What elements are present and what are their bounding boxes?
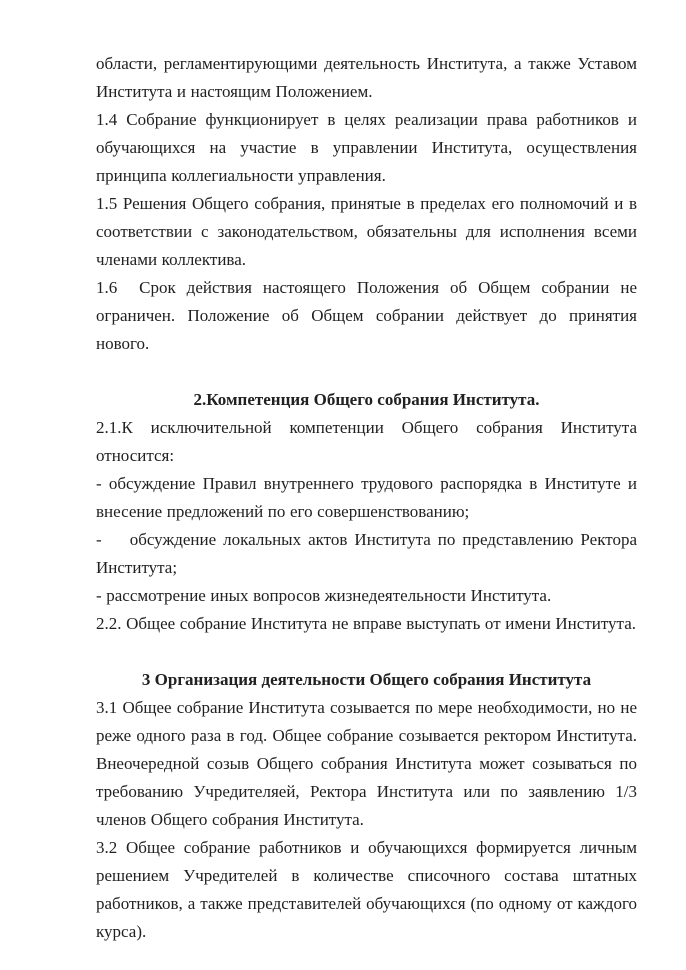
paragraph-continuation: области, регламентирующими деятельность Института, а также Уставом Института и настоящим Положением. bbox=[96, 54, 637, 101]
paragraph-1-6: 1.6 Срок действия настоящего Положения об Общем собрании не ограничен. Положение об Общем собрании действует до принятия нового. bbox=[96, 278, 637, 353]
section-heading-3: 3 Организация деятельности Общего собрания Института bbox=[141, 670, 592, 689]
paragraph-2-2: 2.2. Общее собрание Института не вправе выступать от имени Института. bbox=[96, 614, 636, 633]
paragraph-2-1: 2.1.К исключительной компетенции Общего собрания Института относится: bbox=[96, 418, 637, 465]
section-heading-2: 2.Компетенция Общего собрания Института. bbox=[193, 390, 540, 409]
paragraph-1-5: 1.5 Решения Общего собрания, принятые в пределах его полномочий и в соответствии с законодательством, обязательны для исполнения всеми членами коллектива. bbox=[96, 194, 637, 269]
document-content bbox=[96, 50, 637, 946]
list-item-other-issues: - рассмотрение иных вопросов жизнедеятельности Института. bbox=[96, 586, 552, 605]
paragraph-3-1: 3.1 Общее собрание Института созывается по мере необходимости, но не реже одного раза в год. Общее собрание созывается ректором Института. Внеочередной созыв Общего собрания Института может созываться по требованию Учредителяей, Ректора Института или по заявлению 1/3 членов Общего собрания Института. bbox=[96, 698, 637, 829]
paragraph-1-4: 1.4 Собрание функционирует в целях реализации права работников и обучающихся на участие в управлении Института, осуществления принципа коллегиальности управления. bbox=[96, 110, 637, 185]
paragraph-3-2: 3.2 Общее собрание работников и обучающихся формируется личным решением Учредителей в количестве списочного состава штатных работников, а также представителей обучающихся (по одному от каждого курса). bbox=[96, 838, 637, 941]
list-item-local-acts: - обсуждение локальных актов Института по представлению Ректора Института; bbox=[96, 530, 637, 577]
list-item-internal-rules: - обсуждение Правил внутреннего трудового распорядка в Институте и внесение предложений по его совершенствованию; bbox=[96, 474, 637, 521]
